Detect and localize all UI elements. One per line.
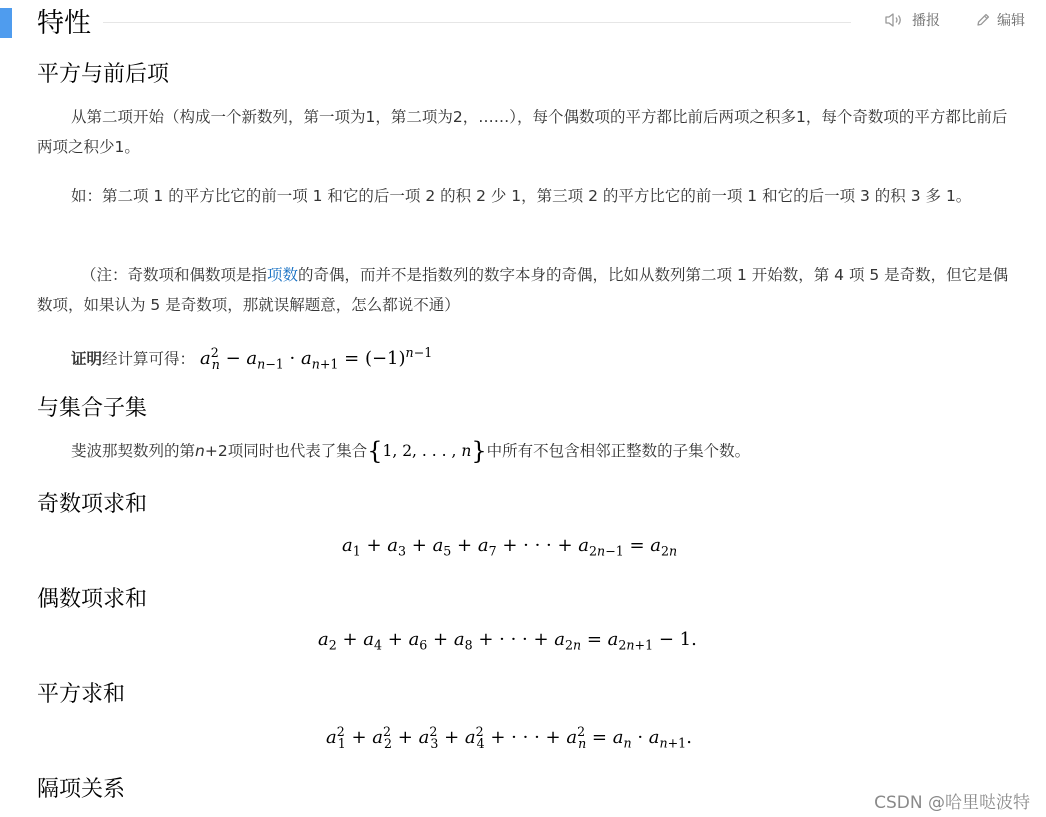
paragraph-subsets: [37, 436, 1012, 466]
heading-alternate-terms: 隔项关系: [37, 777, 126, 802]
proof-text: 经计算可得：: [102, 350, 196, 368]
paragraph-note: [37, 260, 1012, 320]
heading-square-neighbors: 平方与前后项: [37, 62, 170, 87]
read-aloud-label: 播报: [912, 13, 940, 29]
paragraph-square-rule: 从第二项开始（构成一个新数列，第一项为1，第二项为2，……），每个偶数项的平方都比前后两项之积多1，每个奇数项的平方都比前后两项之积少1。: [37, 108, 1008, 156]
set-formula: {1, 2, . . . , n}: [367, 437, 487, 465]
csdn-watermark: CSDN @哈里哒波特: [874, 793, 1030, 813]
term-link-xiangshu[interactable]: 项数: [267, 266, 299, 284]
heading-odd-sum: 奇数项求和: [37, 492, 148, 517]
heading-even-sum: 偶数项求和: [37, 587, 148, 612]
note-text-after: 的奇偶，而并不是指数列的数字本身的奇偶，比如从数列第二项 1 开始数，第 4 项 5 是奇数，但它是偶数项，如果认为 5 是奇数项，那就误解题意，怎么都说不通）: [37, 266, 1009, 314]
subset-text-before: 斐波那契数列的第: [71, 442, 196, 460]
subset-text-mid: +2项同时也代表了集合: [204, 442, 368, 460]
edit-label: 编辑: [997, 13, 1025, 29]
odd-sum-formula: $a_1 + a_3 + a_5 + a_7$ + · · · + $a_{2n-1} = a_{2n}$: [342, 535, 678, 559]
cassini-identity-formula: $a^2_n - a_{n-1} \cdot a_{n+1} = (-1)^{n-1}$: [199, 345, 433, 372]
proof-line: [71, 338, 432, 380]
page-title: 特性: [37, 8, 91, 39]
read-aloud-button[interactable]: [884, 10, 940, 30]
section-accent-bar: [0, 8, 12, 38]
title-divider: [103, 22, 851, 23]
note-text-before: （注：奇数项和偶数项是指: [81, 266, 268, 284]
pencil-icon: [975, 12, 991, 28]
speaker-icon: [884, 12, 904, 28]
paragraph-example: 如：第二项 1 的平方比它的前一项 1 和它的后一项 2 的积 2 少 1，第三项 2 的平方比它的前一项 1 和它的后一项 3 的积 3 多 1。: [71, 187, 972, 205]
proof-label: 证明: [71, 350, 103, 368]
subset-text-after: 中所有不包含相邻正整数的子集个数。: [486, 442, 751, 460]
subset-index-n: n: [195, 442, 205, 460]
square-sum-formula: $a^2_1 + a^2_2 + a^2_3 + a^2_4$ + · · · + $a^2_n = a_n \cdot a_{n+1}$.: [326, 724, 692, 751]
edit-button[interactable]: [975, 10, 1025, 30]
heading-square-sum: 平方求和: [37, 682, 126, 707]
even-sum-formula: $a_2 + a_4 + a_6 + a_8$ + · · · + $a_{2n} = a_{2n+1} - 1$.: [318, 629, 697, 653]
heading-set-subsets: 与集合子集: [37, 396, 148, 421]
